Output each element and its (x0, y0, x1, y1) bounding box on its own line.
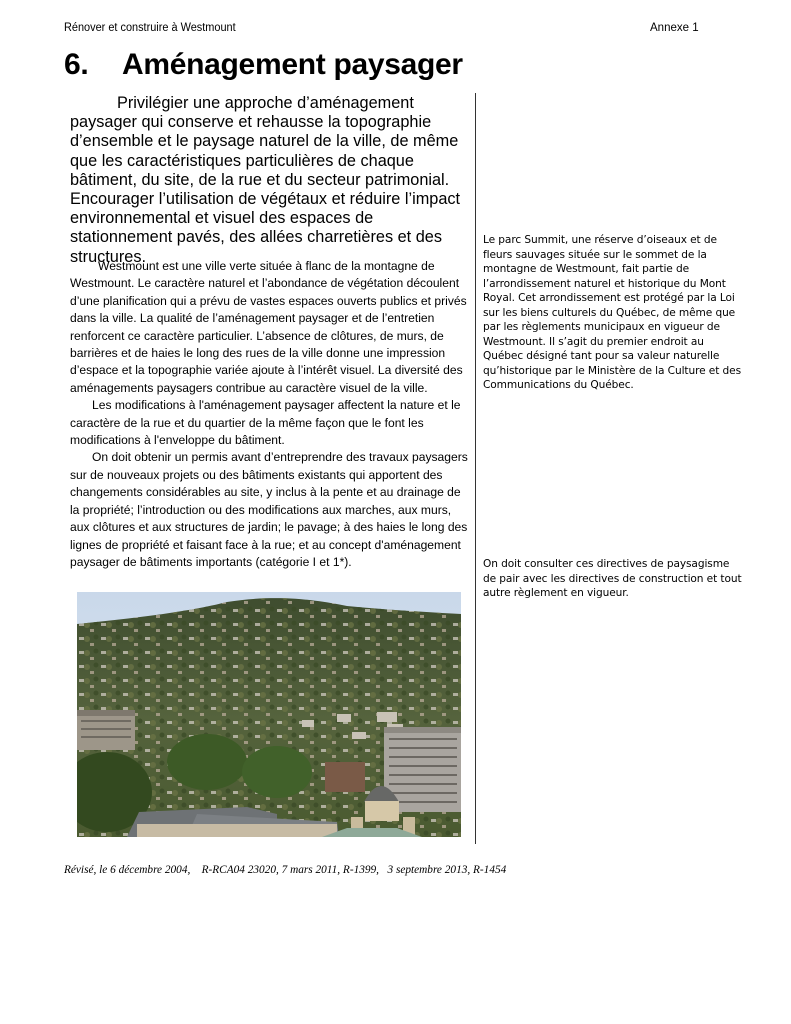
westmount-landscape-photo (77, 592, 461, 837)
running-header-title: Rénover et construire à Westmount (64, 22, 236, 34)
revision-footer: Révisé, le 6 décembre 2004, R-RCA04 23020, 7 mars 2011, R-1399, 3 septembre 2013, R-1454 (64, 864, 507, 876)
running-header-annex: Annexe 1 (650, 22, 699, 34)
column-divider (475, 93, 476, 844)
intro-statement: Privilégier une approche d’aménagement paysager qui conserve et rehausse la topographie d’ensemble et le paysage naturel de la ville, de même que les caractéristiques particulières de chaque bâtiment, du site, de la rue et du secteur patrimonial. Encourager l’utilisation de végétaux et réduire l’impact environnemental et visuel des espaces de stationnement pavés, des allées charretières et des structures. (70, 94, 461, 266)
body-paragraph: Westmount est une ville verte située à flanc de la montagne de Westmount. Le caractère naturel et l’abondance de végétation découlent d’une planification qui a prévu de vastes espaces ouverts publics et privés dans la ville. La qualité de l’aménagement paysager et de l’entretien renforcent ce caractère particulier. L’absence de clôtures, de murs, de barrières et de haies le long des rues de la ville donne une impression d’espace et la topographie variée ajoute à l’intérêt visuel. La diversité des aménagements paysagers contribue au caractère visuel de la ville. (70, 259, 467, 395)
page-title (64, 48, 463, 82)
sidebar-note-summit-park: Le parc Summit, une réserve d’oiseaux et de fleurs sauvages située sur le sommet de la montagne de Westmount, fait partie de l’arrondissement naturel et historique du Mont Royal. Cet arrondissement est protégé par la Loi sur les biens culturels du Québec, de même que par les règlements municipaux en vigueur de Westmount. Il s’agit du premier endroit au Québec désigné tant pour sa valeur naturelle qu’historique par le Ministère de la Culture et des Communications du Québec. (483, 234, 741, 391)
section-number: 6. (64, 48, 89, 81)
body-paragraph: Les modifications à l'aménagement paysager affectent la nature et le caractère de la rue et du quartier de la même façon que le font les modifications à l'enveloppe du bâtiment. (70, 398, 461, 448)
section-title: Aménagement paysager (122, 48, 463, 81)
sidebar-note-consult-directives: On doit consulter ces directives de paysagisme de pair avec les directives de construction et tout autre règlement en vigueur. (483, 558, 742, 599)
body-paragraph: On doit obtenir un permis avant d’entreprendre des travaux paysagers sur de nouveaux projets ou des bâtiments existants qui apportent des changements considérables au site, y inclus à la pente et au drainage de la propriété; l’introduction ou des modifications aux marches, aux murs, aux clôtures et aux structures de jardin; le pavage; à des haies le long des lignes de propriété et faisant face à la rue; et au concept d'aménagement paysager de bâtiments importants (catégorie I et 1*). (70, 450, 468, 569)
body-text (70, 258, 470, 571)
